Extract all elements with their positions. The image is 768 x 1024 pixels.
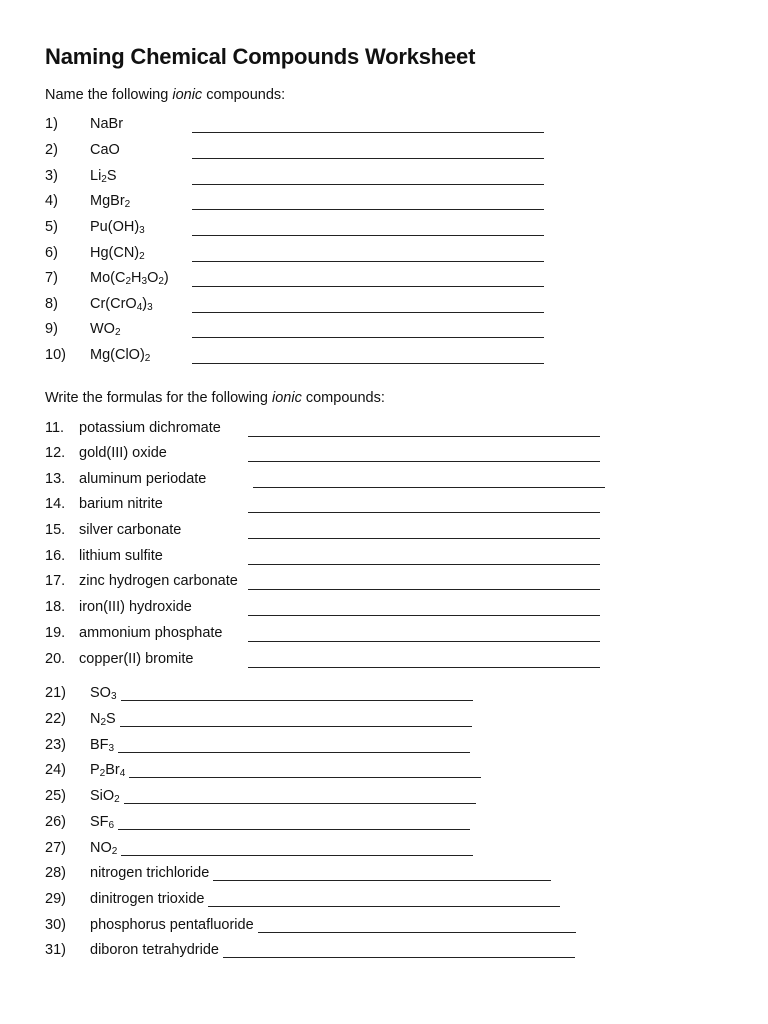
question-row [45, 193, 565, 213]
question-number: 11. [45, 420, 65, 436]
question-number: 30) [45, 917, 66, 933]
question-row [45, 296, 565, 316]
compound-name: dinitrogen trioxide [90, 891, 205, 907]
question-row [45, 599, 615, 619]
question-number: 18. [45, 599, 66, 615]
question-number: 5) [45, 219, 58, 235]
compound-name: potassium dichromate [79, 420, 221, 436]
question-row [45, 321, 565, 341]
question-number: 21) [45, 685, 66, 701]
answer-blank[interactable] [118, 815, 470, 830]
question-number: 2) [45, 142, 58, 158]
compound-name: silver carbonate [79, 522, 182, 538]
answer-blank[interactable] [248, 657, 600, 668]
question-number: 14. [45, 496, 66, 512]
compound-formula: NaBr [90, 116, 124, 132]
compound-formula: $Mo(C_2H_3O_2)$ [90, 270, 169, 287]
question-row [45, 548, 615, 568]
question-row [45, 219, 565, 239]
compound-name: lithium sulfite [79, 548, 163, 564]
section1-instruction [45, 87, 285, 103]
compound-name: diboron tetrahydride [90, 942, 219, 958]
question-number: 17. [45, 573, 66, 589]
instruction-text: compounds: [301, 390, 385, 406]
instruction-emphasis: ionic [272, 390, 302, 406]
compound-formula: $BF_3$ [90, 737, 115, 754]
answer-blank[interactable] [248, 451, 600, 462]
answer-blank[interactable] [192, 122, 544, 133]
question-number: 31) [45, 942, 66, 958]
question-number: 4) [45, 193, 58, 209]
compound-formula: $Cr(CrO_4)_3$ [90, 296, 153, 313]
question-number: 13. [45, 471, 66, 487]
answer-blank[interactable] [213, 866, 551, 881]
compound-name: ammonium phosphate [79, 625, 223, 641]
compound-name: phosphorus pentafluoride [90, 917, 254, 933]
question-row [45, 347, 565, 367]
question-row [45, 168, 565, 188]
answer-blank[interactable] [192, 225, 544, 236]
question-row [45, 471, 615, 491]
question-number: 1) [45, 116, 58, 132]
answer-blank[interactable] [192, 327, 544, 338]
answer-blank[interactable] [192, 148, 544, 159]
answer-blank[interactable] [121, 841, 473, 856]
answer-blank[interactable] [253, 477, 605, 488]
question-row [45, 420, 615, 440]
question-number: 12. [45, 445, 66, 461]
question-row [45, 245, 565, 265]
answer-blank[interactable] [258, 918, 576, 933]
question-number: 24) [45, 762, 66, 778]
question-number: 19. [45, 625, 66, 641]
question-number: 25) [45, 788, 66, 804]
question-number: 23) [45, 737, 66, 753]
question-row [45, 445, 615, 465]
question-number: 29) [45, 891, 66, 907]
answer-blank[interactable] [118, 738, 470, 753]
question-row [45, 651, 615, 671]
compound-formula: $Pu(OH)_3$ [90, 219, 145, 236]
instruction-text: Write the formulas for the following [45, 390, 272, 406]
compound-name: zinc hydrogen carbonate [79, 573, 238, 589]
answer-blank[interactable] [121, 686, 473, 701]
answer-blank[interactable] [192, 251, 544, 262]
compound-formula: $SO_3$ [90, 685, 117, 702]
compound-formula: MgBr$_2$ [90, 193, 131, 210]
question-number: 15. [45, 522, 66, 538]
question-row [45, 625, 615, 645]
question-number: 27) [45, 840, 66, 856]
question-row [45, 573, 615, 593]
answer-blank[interactable] [248, 579, 600, 590]
compound-formula: SiO$_2$ [90, 788, 120, 805]
answer-blank[interactable] [124, 789, 476, 804]
compound-formula: $SF_6$ [90, 814, 115, 831]
compound-name: nitrogen trichloride [90, 865, 210, 881]
answer-blank[interactable] [248, 426, 600, 437]
answer-blank[interactable] [120, 712, 472, 727]
compound-name: barium nitrite [79, 496, 163, 512]
question-number: 7) [45, 270, 58, 286]
answer-blank[interactable] [248, 502, 600, 513]
compound-formula: $Li_2S$ [90, 168, 117, 185]
compound-formula: $Mg(ClO)_2$ [90, 347, 151, 364]
question-number: 26) [45, 814, 66, 830]
question-row [45, 142, 565, 162]
question-row [45, 496, 615, 516]
answer-blank[interactable] [248, 605, 600, 616]
section2-instruction [45, 390, 385, 406]
compound-formula: $N_2S$ [90, 711, 116, 728]
answer-blank[interactable] [192, 353, 544, 364]
compound-formula: $WO_2$ [90, 321, 121, 338]
question-row [45, 522, 615, 542]
answer-blank[interactable] [192, 302, 544, 313]
question-number: 28) [45, 865, 66, 881]
question-row [45, 270, 565, 290]
answer-blank[interactable] [129, 763, 481, 778]
question-number: 10) [45, 347, 66, 363]
question-number: 3) [45, 168, 58, 184]
question-number: 9) [45, 321, 58, 337]
compound-name: gold(III) oxide [79, 445, 167, 461]
instruction-emphasis: ionic [172, 87, 203, 103]
answer-blank[interactable] [223, 943, 575, 958]
compound-name: copper(II) bromite [79, 651, 194, 667]
answer-blank[interactable] [192, 174, 544, 185]
answer-blank[interactable] [192, 276, 544, 287]
compound-formula: CaO [90, 142, 120, 158]
answer-blank[interactable] [248, 554, 600, 565]
question-number: 22) [45, 711, 66, 727]
compound-formula: $Hg(CN)_2$ [90, 245, 145, 262]
compound-formula: $NO_2$ [90, 840, 118, 857]
answer-blank[interactable] [248, 528, 600, 539]
compound-name: iron(III) hydroxide [79, 599, 192, 615]
instruction-text: Name the following [45, 87, 173, 103]
answer-blank[interactable] [208, 892, 560, 907]
answer-blank[interactable] [248, 631, 600, 642]
instruction-text: compounds: [202, 87, 286, 103]
question-row [45, 116, 565, 136]
question-number: 8) [45, 296, 58, 312]
page-title: Naming Chemical Compounds Worksheet [45, 44, 476, 69]
question-number: 16. [45, 548, 66, 564]
question-number: 20. [45, 651, 66, 667]
compound-name: aluminum periodate [79, 471, 207, 487]
compound-formula: $P_2Br_4$ [90, 762, 126, 779]
question-number: 6) [45, 245, 58, 261]
answer-blank[interactable] [192, 199, 544, 210]
